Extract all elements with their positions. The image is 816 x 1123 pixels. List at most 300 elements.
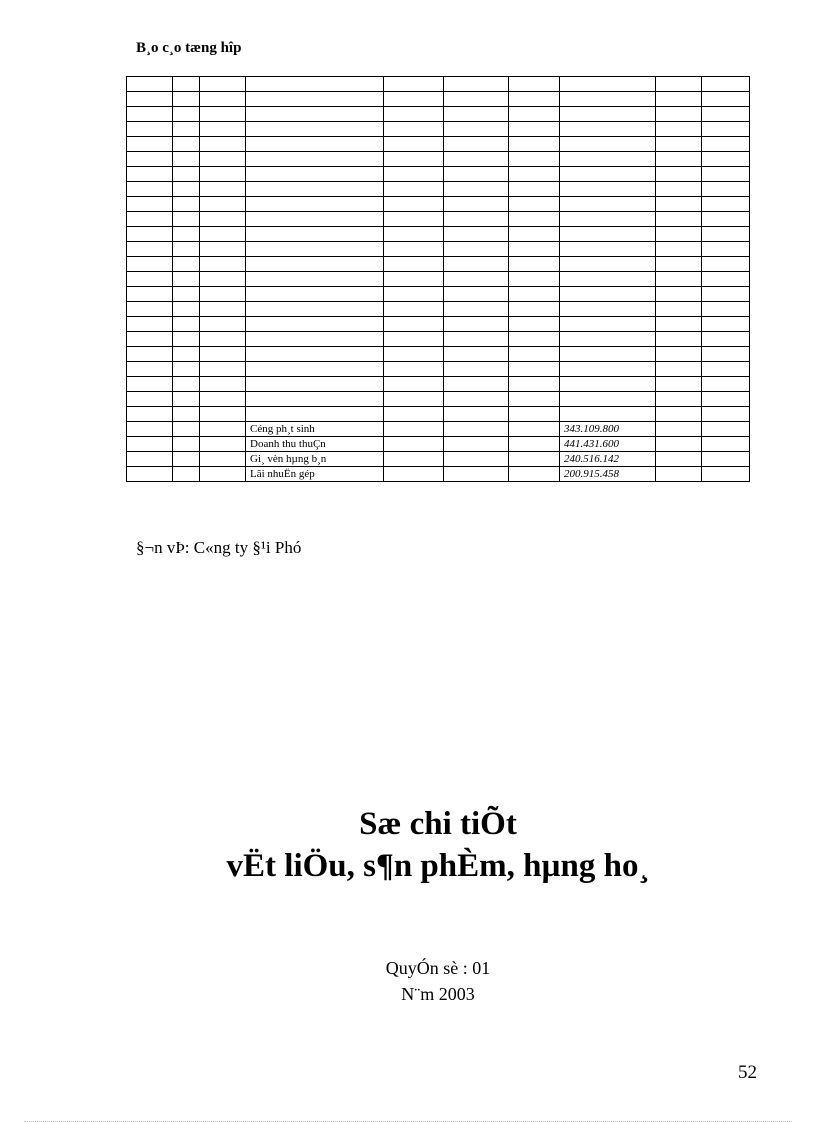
- table-cell: [560, 317, 656, 332]
- table-cell: [200, 152, 246, 167]
- table-cell: [246, 167, 384, 182]
- table-cell: [702, 302, 750, 317]
- table-cell: [560, 392, 656, 407]
- table-cell: [173, 317, 200, 332]
- table-cell: [509, 377, 560, 392]
- table-cell: [173, 437, 200, 452]
- table-row: [127, 107, 750, 122]
- table-cell: [444, 392, 509, 407]
- table-row: [127, 257, 750, 272]
- table-cell: [246, 242, 384, 257]
- table-cell: [173, 212, 200, 227]
- summary-row: [127, 452, 750, 467]
- table-cell: [173, 377, 200, 392]
- table-cell: [702, 227, 750, 242]
- summary-row: [127, 437, 750, 452]
- table-cell: [200, 332, 246, 347]
- table-row: [127, 347, 750, 362]
- table-cell: [560, 407, 656, 422]
- table-cell: [509, 332, 560, 347]
- table-cell: [509, 242, 560, 257]
- table-cell: [246, 287, 384, 302]
- table-cell: [173, 257, 200, 272]
- table-cell: [560, 272, 656, 287]
- table-cell: [384, 107, 444, 122]
- table-cell: [444, 437, 509, 452]
- table-cell: [444, 377, 509, 392]
- table-cell: [127, 212, 173, 227]
- table-cell: [560, 137, 656, 152]
- table-cell: [200, 467, 246, 482]
- table-row: [127, 92, 750, 107]
- table-cell: [127, 77, 173, 92]
- table-cell: [509, 77, 560, 92]
- table-cell: [509, 92, 560, 107]
- table-cell: [444, 407, 509, 422]
- table-cell: [656, 77, 702, 92]
- table-row: [127, 212, 750, 227]
- table-cell: [173, 137, 200, 152]
- unit-line: §¬n vÞ: C«ng ty §¹i Phó: [136, 538, 302, 557]
- table-cell: [444, 212, 509, 227]
- table-cell: [173, 152, 200, 167]
- table-row: [127, 197, 750, 212]
- table-cell: [702, 422, 750, 437]
- table-cell: [384, 197, 444, 212]
- table-cell: [656, 242, 702, 257]
- table-cell: [702, 167, 750, 182]
- table-cell: [444, 422, 509, 437]
- table-cell: [656, 167, 702, 182]
- table-cell: [246, 392, 384, 407]
- table-cell: [200, 92, 246, 107]
- table-cell: [127, 197, 173, 212]
- table-cell: [384, 302, 444, 317]
- table-cell: [173, 302, 200, 317]
- table-cell: [127, 467, 173, 482]
- table-cell: [173, 467, 200, 482]
- table-cell: [656, 407, 702, 422]
- table-cell: [560, 182, 656, 197]
- table-cell: [509, 287, 560, 302]
- table-cell: [656, 392, 702, 407]
- table-cell: [656, 362, 702, 377]
- table-cell: [200, 212, 246, 227]
- table-cell: [702, 272, 750, 287]
- table-cell: [509, 137, 560, 152]
- table-cell: [127, 242, 173, 257]
- table-cell: [384, 137, 444, 152]
- table-cell: [560, 347, 656, 362]
- table-cell: [702, 362, 750, 377]
- table-cell: [173, 362, 200, 377]
- table-row: [127, 182, 750, 197]
- summary-label: Lãi nhuËn gép: [246, 467, 384, 482]
- table-cell: [246, 182, 384, 197]
- table-cell: [127, 407, 173, 422]
- summary-label: Gi¸ vèn hµng b¸n: [246, 452, 384, 467]
- table-cell: [444, 152, 509, 167]
- table-cell: [560, 167, 656, 182]
- table-cell: [509, 197, 560, 212]
- table-cell: [127, 392, 173, 407]
- table-cell: [509, 437, 560, 452]
- table-cell: [173, 92, 200, 107]
- summary-amount: 240.516.142: [560, 452, 656, 467]
- summary-row: [127, 467, 750, 482]
- table-cell: [246, 77, 384, 92]
- report-heading: B¸o c¸o tæng hîp: [136, 40, 242, 56]
- table-cell: [200, 377, 246, 392]
- table-cell: [200, 272, 246, 287]
- table-cell: [173, 422, 200, 437]
- table-row: [127, 392, 750, 407]
- summary-amount: 343.109.800: [560, 422, 656, 437]
- table-cell: [656, 182, 702, 197]
- table-cell: [127, 92, 173, 107]
- ledger-body: [127, 77, 750, 482]
- table-cell: [444, 77, 509, 92]
- summary-label: Doanh thu thuÇn: [246, 437, 384, 452]
- year-label: N¨m 2003: [401, 984, 475, 1004]
- table-cell: [127, 272, 173, 287]
- table-cell: [384, 332, 444, 347]
- table-cell: [656, 212, 702, 227]
- table-cell: [560, 287, 656, 302]
- table-cell: [509, 272, 560, 287]
- table-cell: [702, 392, 750, 407]
- page-divider: [24, 1121, 792, 1122]
- table-cell: [656, 437, 702, 452]
- volume-number: QuyÓn sè : 01: [385, 958, 491, 978]
- table-cell: [173, 347, 200, 362]
- table-cell: [200, 392, 246, 407]
- table-cell: [444, 467, 509, 482]
- table-cell: [702, 347, 750, 362]
- table-cell: [509, 392, 560, 407]
- table-cell: [200, 227, 246, 242]
- table-cell: [444, 347, 509, 362]
- table-cell: [384, 347, 444, 362]
- table-cell: [702, 137, 750, 152]
- table-cell: [656, 227, 702, 242]
- table-cell: [509, 407, 560, 422]
- table-row: [127, 227, 750, 242]
- table-cell: [702, 242, 750, 257]
- table-cell: [246, 227, 384, 242]
- table-cell: [656, 467, 702, 482]
- table-cell: [173, 227, 200, 242]
- table-cell: [384, 422, 444, 437]
- table-cell: [444, 362, 509, 377]
- table-row: [127, 407, 750, 422]
- table-cell: [509, 452, 560, 467]
- table-cell: [560, 92, 656, 107]
- table-cell: [560, 107, 656, 122]
- table-cell: [384, 467, 444, 482]
- table-cell: [656, 377, 702, 392]
- table-cell: [384, 257, 444, 272]
- table-cell: [384, 437, 444, 452]
- summary-row: [127, 422, 750, 437]
- table-cell: [509, 122, 560, 137]
- table-cell: [200, 407, 246, 422]
- table-cell: [200, 347, 246, 362]
- table-row: [127, 332, 750, 347]
- table-cell: [560, 242, 656, 257]
- table-cell: [246, 197, 384, 212]
- table-cell: [702, 92, 750, 107]
- table-cell: [560, 77, 656, 92]
- table-cell: [200, 362, 246, 377]
- table-cell: [173, 197, 200, 212]
- table-cell: [444, 452, 509, 467]
- table-cell: [384, 392, 444, 407]
- table-cell: [173, 332, 200, 347]
- table-cell: [444, 332, 509, 347]
- table-cell: [173, 242, 200, 257]
- table-cell: [702, 452, 750, 467]
- summary-amount: 200.915.458: [560, 467, 656, 482]
- table-cell: [246, 212, 384, 227]
- table-cell: [384, 152, 444, 167]
- table-cell: [384, 182, 444, 197]
- table-cell: [127, 122, 173, 137]
- table-cell: [656, 302, 702, 317]
- table-cell: [173, 272, 200, 287]
- table-cell: [444, 242, 509, 257]
- table-cell: [200, 182, 246, 197]
- table-cell: [246, 92, 384, 107]
- table-cell: [560, 152, 656, 167]
- table-cell: [384, 287, 444, 302]
- table-cell: [246, 407, 384, 422]
- table-cell: [246, 152, 384, 167]
- table-cell: [560, 362, 656, 377]
- table-cell: [444, 122, 509, 137]
- table-cell: [200, 122, 246, 137]
- table-cell: [384, 77, 444, 92]
- table-cell: [702, 437, 750, 452]
- table-cell: [384, 167, 444, 182]
- table-cell: [127, 437, 173, 452]
- table-row: [127, 302, 750, 317]
- table-row: [127, 167, 750, 182]
- table-cell: [246, 257, 384, 272]
- table-cell: [444, 107, 509, 122]
- table-cell: [384, 212, 444, 227]
- table-cell: [444, 167, 509, 182]
- table-cell: [702, 212, 750, 227]
- table-cell: [200, 287, 246, 302]
- table-cell: [127, 317, 173, 332]
- table-cell: [444, 302, 509, 317]
- table-cell: [509, 152, 560, 167]
- table-cell: [246, 377, 384, 392]
- table-cell: [127, 302, 173, 317]
- table-cell: [200, 242, 246, 257]
- table-cell: [702, 152, 750, 167]
- table-cell: [702, 107, 750, 122]
- table-cell: [127, 287, 173, 302]
- table-cell: [173, 392, 200, 407]
- table-cell: [509, 467, 560, 482]
- table-row: [127, 362, 750, 377]
- table-cell: [509, 302, 560, 317]
- table-cell: [384, 362, 444, 377]
- table-cell: [656, 257, 702, 272]
- table-cell: [509, 212, 560, 227]
- table-cell: [384, 227, 444, 242]
- table-cell: [509, 182, 560, 197]
- table-cell: [384, 452, 444, 467]
- table-cell: [384, 92, 444, 107]
- table-cell: [656, 347, 702, 362]
- table-cell: [384, 272, 444, 287]
- table-cell: [127, 152, 173, 167]
- table-cell: [246, 137, 384, 152]
- table-cell: [656, 152, 702, 167]
- table-cell: [384, 377, 444, 392]
- table-cell: [656, 122, 702, 137]
- table-cell: [127, 137, 173, 152]
- table-cell: [656, 332, 702, 347]
- table-cell: [200, 197, 246, 212]
- book-title-line-2: vËt liÖu, s¶n phÈm, hµng ho¸: [226, 848, 650, 884]
- table-cell: [444, 197, 509, 212]
- table-cell: [384, 407, 444, 422]
- table-cell: [702, 467, 750, 482]
- table-cell: [200, 77, 246, 92]
- table-row: [127, 242, 750, 257]
- table-cell: [384, 242, 444, 257]
- table-cell: [246, 317, 384, 332]
- table-cell: [656, 287, 702, 302]
- table-cell: [702, 122, 750, 137]
- table-cell: [127, 422, 173, 437]
- table-cell: [656, 137, 702, 152]
- table-cell: [200, 137, 246, 152]
- table-cell: [173, 407, 200, 422]
- table-cell: [560, 212, 656, 227]
- table-cell: [200, 317, 246, 332]
- table-cell: [656, 107, 702, 122]
- table-cell: [560, 257, 656, 272]
- table-cell: [702, 197, 750, 212]
- table-cell: [702, 332, 750, 347]
- table-cell: [246, 302, 384, 317]
- summary-label: Céng ph¸t sinh: [246, 422, 384, 437]
- table-cell: [656, 197, 702, 212]
- table-cell: [560, 197, 656, 212]
- table-row: [127, 137, 750, 152]
- table-cell: [200, 452, 246, 467]
- table-cell: [509, 257, 560, 272]
- table-cell: [444, 287, 509, 302]
- table-cell: [656, 317, 702, 332]
- table-cell: [246, 332, 384, 347]
- table-cell: [173, 107, 200, 122]
- table-cell: [173, 182, 200, 197]
- table-cell: [173, 452, 200, 467]
- table-cell: [560, 227, 656, 242]
- table-cell: [127, 107, 173, 122]
- book-title-line-1: Sæ chi tiÕt: [359, 806, 517, 842]
- table-row: [127, 287, 750, 302]
- table-cell: [127, 227, 173, 242]
- table-cell: [509, 422, 560, 437]
- table-cell: [509, 347, 560, 362]
- table-cell: [656, 452, 702, 467]
- table-cell: [127, 347, 173, 362]
- table-cell: [127, 377, 173, 392]
- table-cell: [702, 407, 750, 422]
- table-cell: [444, 257, 509, 272]
- table-cell: [702, 77, 750, 92]
- table-cell: [200, 302, 246, 317]
- table-cell: [127, 362, 173, 377]
- table-cell: [444, 272, 509, 287]
- table-cell: [509, 362, 560, 377]
- table-cell: [509, 227, 560, 242]
- table-cell: [444, 137, 509, 152]
- table-cell: [509, 317, 560, 332]
- table-cell: [173, 167, 200, 182]
- table-cell: [127, 452, 173, 467]
- table-cell: [384, 122, 444, 137]
- table-row: [127, 317, 750, 332]
- table-cell: [702, 287, 750, 302]
- page-number: 52: [738, 1062, 757, 1083]
- table-cell: [173, 77, 200, 92]
- table-cell: [246, 107, 384, 122]
- table-cell: [246, 362, 384, 377]
- table-cell: [509, 167, 560, 182]
- table-cell: [127, 332, 173, 347]
- table-cell: [702, 182, 750, 197]
- table-row: [127, 77, 750, 92]
- table-cell: [444, 92, 509, 107]
- table-cell: [656, 92, 702, 107]
- table-cell: [444, 317, 509, 332]
- table-cell: [200, 257, 246, 272]
- table-cell: [444, 227, 509, 242]
- table-cell: [200, 422, 246, 437]
- table-cell: [246, 272, 384, 287]
- table-cell: [560, 332, 656, 347]
- table-row: [127, 122, 750, 137]
- table-cell: [200, 167, 246, 182]
- summary-amount: 441.431.600: [560, 437, 656, 452]
- table-cell: [246, 122, 384, 137]
- ledger-table: [126, 76, 750, 482]
- table-row: [127, 377, 750, 392]
- table-cell: [444, 182, 509, 197]
- table-cell: [173, 287, 200, 302]
- table-cell: [200, 437, 246, 452]
- table-cell: [656, 272, 702, 287]
- table-cell: [702, 377, 750, 392]
- table-cell: [127, 182, 173, 197]
- table-cell: [560, 302, 656, 317]
- table-cell: [702, 257, 750, 272]
- table-cell: [200, 107, 246, 122]
- table-cell: [702, 317, 750, 332]
- table-cell: [127, 167, 173, 182]
- table-cell: [509, 107, 560, 122]
- table-cell: [173, 122, 200, 137]
- table-cell: [384, 317, 444, 332]
